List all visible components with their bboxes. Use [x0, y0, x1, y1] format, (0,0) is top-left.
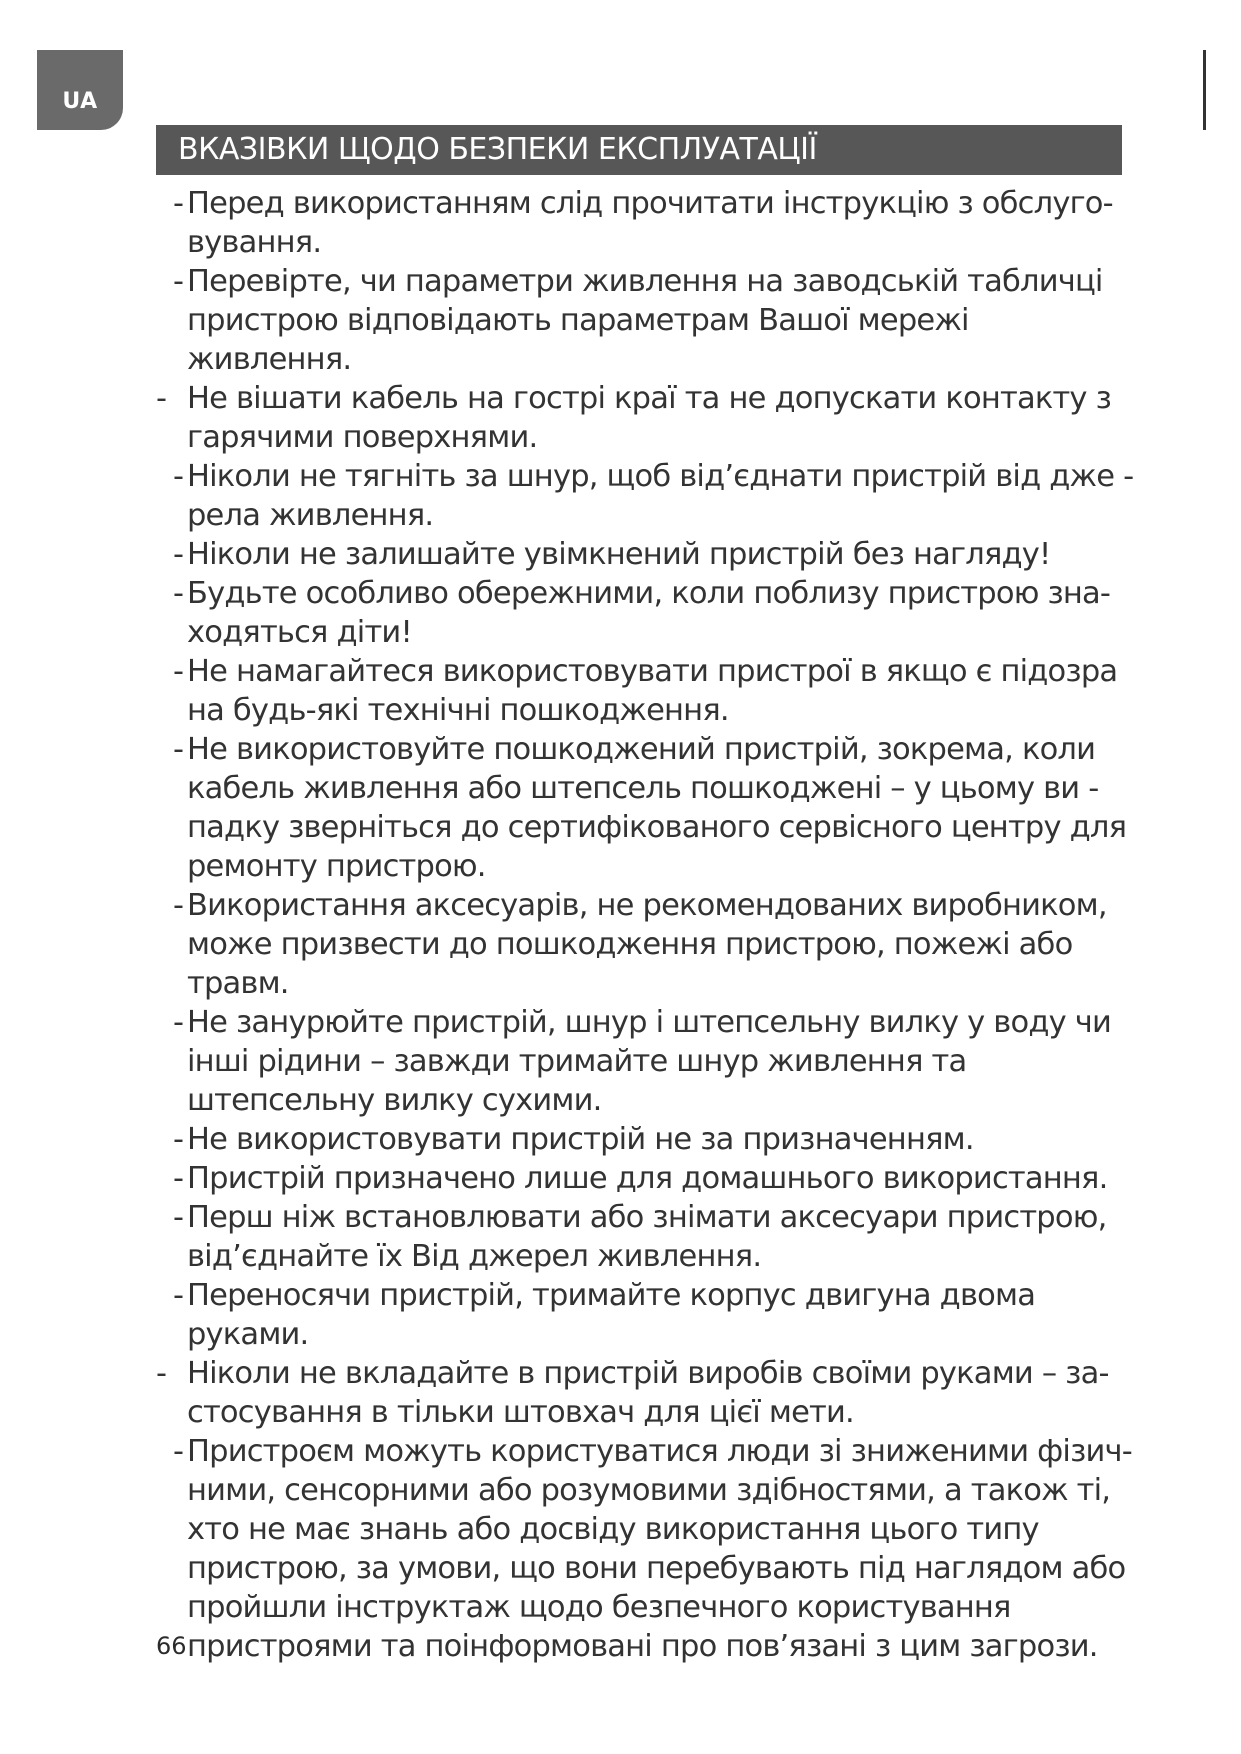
rule-text: Пристрій призначено лише для домашнього використання. — [187, 1161, 1108, 1196]
list-item: - Не вішати кабель на гострі краї та не допускати контакту з гарячими поверхнями. — [156, 381, 1111, 455]
section-title: ВКАЗІВКИ ЩОДО БЕЗПЕКИ ЕКСПЛУАТАЦІЇ — [156, 125, 1122, 175]
list-item: - Не використовуйте пошкоджений пристрій, зокрема, коли кабель живлення або штепсель пошкоджені – у цьому ви - падку зверніться до сертифікованого сервісного центру для ремонту пристрою. — [173, 732, 1127, 884]
list-item: - Перевірте, чи параметри живлення на заводській табличці пристрою відповідають параметрам Вашої мережі живлення. — [173, 264, 1103, 377]
rule-text: Будьте особливо обережними, коли поблизу пристрою зна-ходяться діти! — [187, 576, 1111, 650]
list-item: - Не занурюйте пристрій, шнур і штепсельну вилку у воду чи інші рідини – завжди тримайте шнур живлення та штепсельну вилку сухими. — [173, 1005, 1111, 1118]
rule-text: Не вішати кабель на гострі краї та не допускати контакту з гарячими поверхнями. — [187, 381, 1111, 455]
list-item: - Ніколи не тягніть за шнур, щоб від’єднати пристрій від дже - рела живлення. — [173, 459, 1134, 533]
list-item: - Перш ніж встановлювати або знімати аксесуари пристрою, від’єднайте їх Від джерел живлення. — [173, 1200, 1107, 1274]
rule-text: Ніколи не тягніть за шнур, щоб від’єднати пристрій від дже - рела живлення. — [187, 459, 1134, 533]
rule-text: Перевірте, чи параметри живлення на заводській табличці пристрою відповідають параметрам Вашої мережі живлення. — [187, 264, 1103, 377]
list-item: - Не намагайтеся використовувати пристрої в якщо є підозра на будь-які технічні пошкодження. — [173, 654, 1118, 728]
list-item: - Пристрій призначено лише для домашнього використання. — [173, 1161, 1108, 1196]
safety-rules-list — [156, 184, 1141, 1666]
list-item: - Не використовувати пристрій не за призначенням. — [173, 1122, 974, 1157]
rule-text: Не використовувати пристрій не за призначенням. — [187, 1122, 974, 1157]
list-item: - Перед використанням слід прочитати інструкцію з обслуго-вування. — [173, 186, 1113, 260]
rule-text: Переносячи пристрій, тримайте корпус двигуна двома руками. — [187, 1278, 1036, 1352]
page-edge-mark — [1203, 50, 1206, 130]
list-item: - Використання аксесуарів, не рекомендованих виробником, може призвести до пошкодження пристрою, пожежі або травм. — [173, 888, 1107, 1001]
rule-text: Ніколи не залишайте увімкнений пристрій без нагляду! — [187, 537, 1051, 572]
list-item: - Переносячи пристрій, тримайте корпус двигуна двома руками. — [173, 1278, 1036, 1352]
rule-text: Перед використанням слід прочитати інструкцію з обслуго-вування. — [187, 186, 1113, 260]
rule-text: Перш ніж встановлювати або знімати аксесуари пристрою, від’єднайте їх Від джерел живлення. — [187, 1200, 1107, 1274]
rule-text: Не використовуйте пошкоджений пристрій, зокрема, коли кабель живлення або штепсель пошкоджені – у цьому ви - падку зверніться до сертифікованого сервісного центру для ремонту пристрою. — [187, 732, 1127, 884]
rule-text: Ніколи не вкладайте в пристрій виробів своїми руками – за-стосування в тільки штовхач для цієї мети. — [187, 1356, 1109, 1430]
page-number: 66 — [156, 1632, 187, 1660]
list-item: - Будьте особливо обережними, коли поблизу пристрою зна-ходяться діти! — [173, 576, 1111, 650]
list-item: - Пристроєм можуть користуватися люди зі зниженими фізич-ними, сенсорними або розумовими здібностями, а також ті, хто не має знань або досвіду використання цього типу пристрою, за умови, що вони перебувають під наглядом або пройшли інструктаж щодо безпечного користування пристроями та поінформовані про пов’язані з цим загрози. — [173, 1434, 1132, 1664]
list-item: - Ніколи не залишайте увімкнений пристрій без нагляду! — [173, 537, 1051, 572]
rule-text: Не занурюйте пристрій, шнур і штепсельну вилку у воду чи інші рідини – завжди тримайте шнур живлення та штепсельну вилку сухими. — [187, 1005, 1111, 1118]
rule-text: Не намагайтеся використовувати пристрої в якщо є підозра на будь-які технічні пошкодження. — [187, 654, 1118, 728]
language-tab: UA — [37, 50, 123, 130]
rule-text: Використання аксесуарів, не рекомендованих виробником, може призвести до пошкодження пристрою, пожежі або травм. — [187, 888, 1107, 1001]
list-item: - Ніколи не вкладайте в пристрій виробів своїми руками – за-стосування в тільки штовхач для цієї мети. — [156, 1356, 1109, 1430]
rule-text: Пристроєм можуть користуватися люди зі зниженими фізич-ними, сенсорними або розумовими здібностями, а також ті, хто не має знань або досвіду використання цього типу пристрою, за умови, що вони перебувають під наглядом або пройшли інструктаж щодо безпечного користування пристроями та поінформовані про пов’язані з цим загрози. — [187, 1434, 1132, 1664]
